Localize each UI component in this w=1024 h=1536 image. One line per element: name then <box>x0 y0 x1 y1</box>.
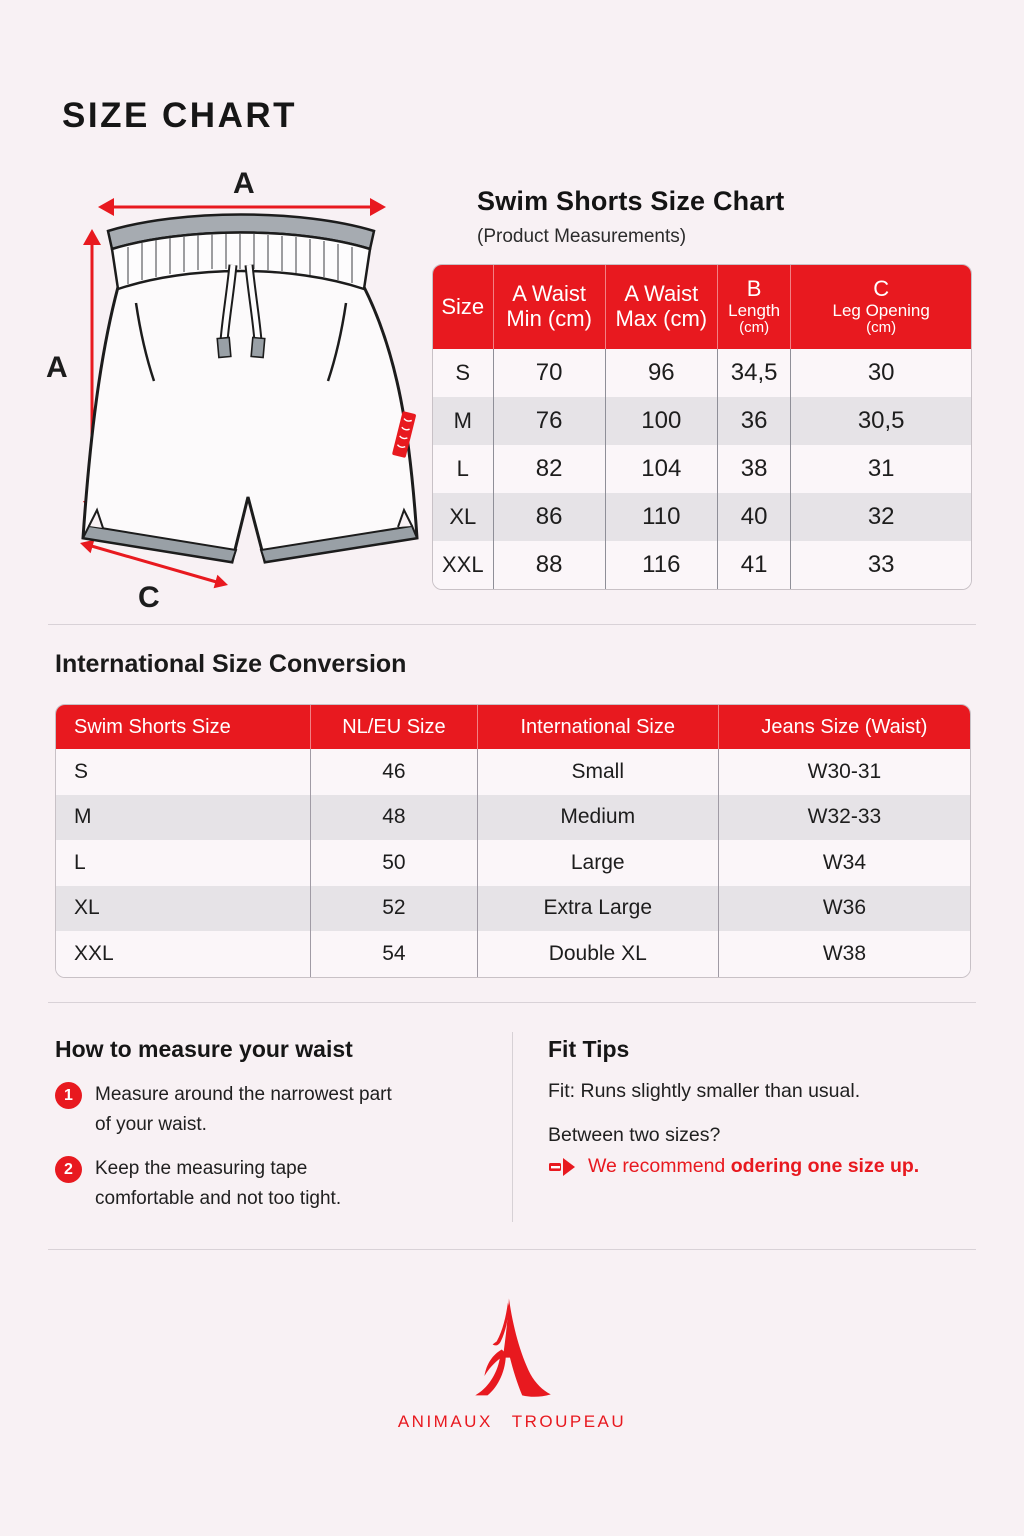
table-row: XL 52 Extra Large W36 <box>56 886 970 932</box>
table-row: XXL 88 116 41 33 <box>433 541 971 589</box>
conversion-table-header <box>56 705 970 749</box>
table-row: S 70 96 34,5 30 <box>433 349 971 397</box>
col-header-size: Size <box>441 293 485 319</box>
section-divider <box>48 1002 976 1003</box>
table-row: XXL 54 Double XL W38 <box>56 931 970 977</box>
conversion-table-body <box>56 749 970 977</box>
table-row: L 82 104 38 31 <box>433 445 971 493</box>
col-header-waist-max: A Waist <box>624 281 699 307</box>
col-header-jeans: Jeans Size (Waist) <box>718 705 970 749</box>
section-divider <box>48 1249 976 1250</box>
howto-title: How to measure your waist <box>55 1036 353 1062</box>
table-row: L 50 Large W34 <box>56 840 970 886</box>
measurements-table-body <box>433 349 971 589</box>
shorts-measurement-diagram <box>40 165 440 620</box>
shorts-illustration <box>83 215 417 563</box>
measure-step-1: 1 Measure around the narrowest part of your waist. <box>55 1080 392 1140</box>
measurements-table-subtitle: (Product Measurements) <box>477 226 687 247</box>
fit-tips-line2: Between two sizes? <box>548 1124 721 1146</box>
brand-logo-a-icon <box>461 1296 563 1404</box>
col-header-swim-size: Swim Shorts Size <box>74 715 231 738</box>
table-row: XL 86 110 40 32 <box>433 493 971 541</box>
fit-tips-title: Fit Tips <box>548 1036 630 1062</box>
section-divider <box>48 624 976 625</box>
col-header-length: B <box>746 275 762 301</box>
table-row: S 46 Small W30-31 <box>56 749 970 795</box>
conversion-table <box>55 704 971 978</box>
col-header-waist-min: A Waist <box>512 281 587 307</box>
col-header-nl-eu: NL/EU Size <box>310 705 476 749</box>
fit-tips-line1: Fit: Runs slightly smaller than usual. <box>548 1080 861 1102</box>
diagram-label-a-top: A <box>233 167 255 200</box>
measurements-table-title: Swim Shorts Size Chart <box>477 186 785 216</box>
diagram-label-c: C <box>138 581 160 614</box>
col-header-international: International Size <box>477 705 718 749</box>
step-number-badge: 2 <box>55 1156 82 1183</box>
measurements-table-header: Size A Waist Min (cm) A Waist Max (cm) B Length (cm) C Leg Opening (cm) <box>433 265 971 349</box>
measure-step-2: 2 Keep the measuring tape comfortable and not too tight. <box>55 1154 341 1214</box>
table-row: M 76 100 36 30,5 <box>433 397 971 445</box>
measurements-table <box>432 264 972 590</box>
table-row: M 48 Medium W32-33 <box>56 795 970 841</box>
diagram-label-a-left: A <box>46 351 68 384</box>
page-title: SIZE CHART <box>62 96 297 135</box>
col-header-leg-opening: C <box>873 275 890 301</box>
column-divider <box>512 1032 513 1222</box>
step-number-badge: 1 <box>55 1082 82 1109</box>
conversion-table-title: International Size Conversion <box>55 650 407 678</box>
fit-tips-recommendation: We recommend odering one size up. <box>548 1155 919 1178</box>
arrow-right-icon <box>548 1156 576 1178</box>
brand-name: ANIMAUX TROUPEAU <box>397 1412 627 1431</box>
